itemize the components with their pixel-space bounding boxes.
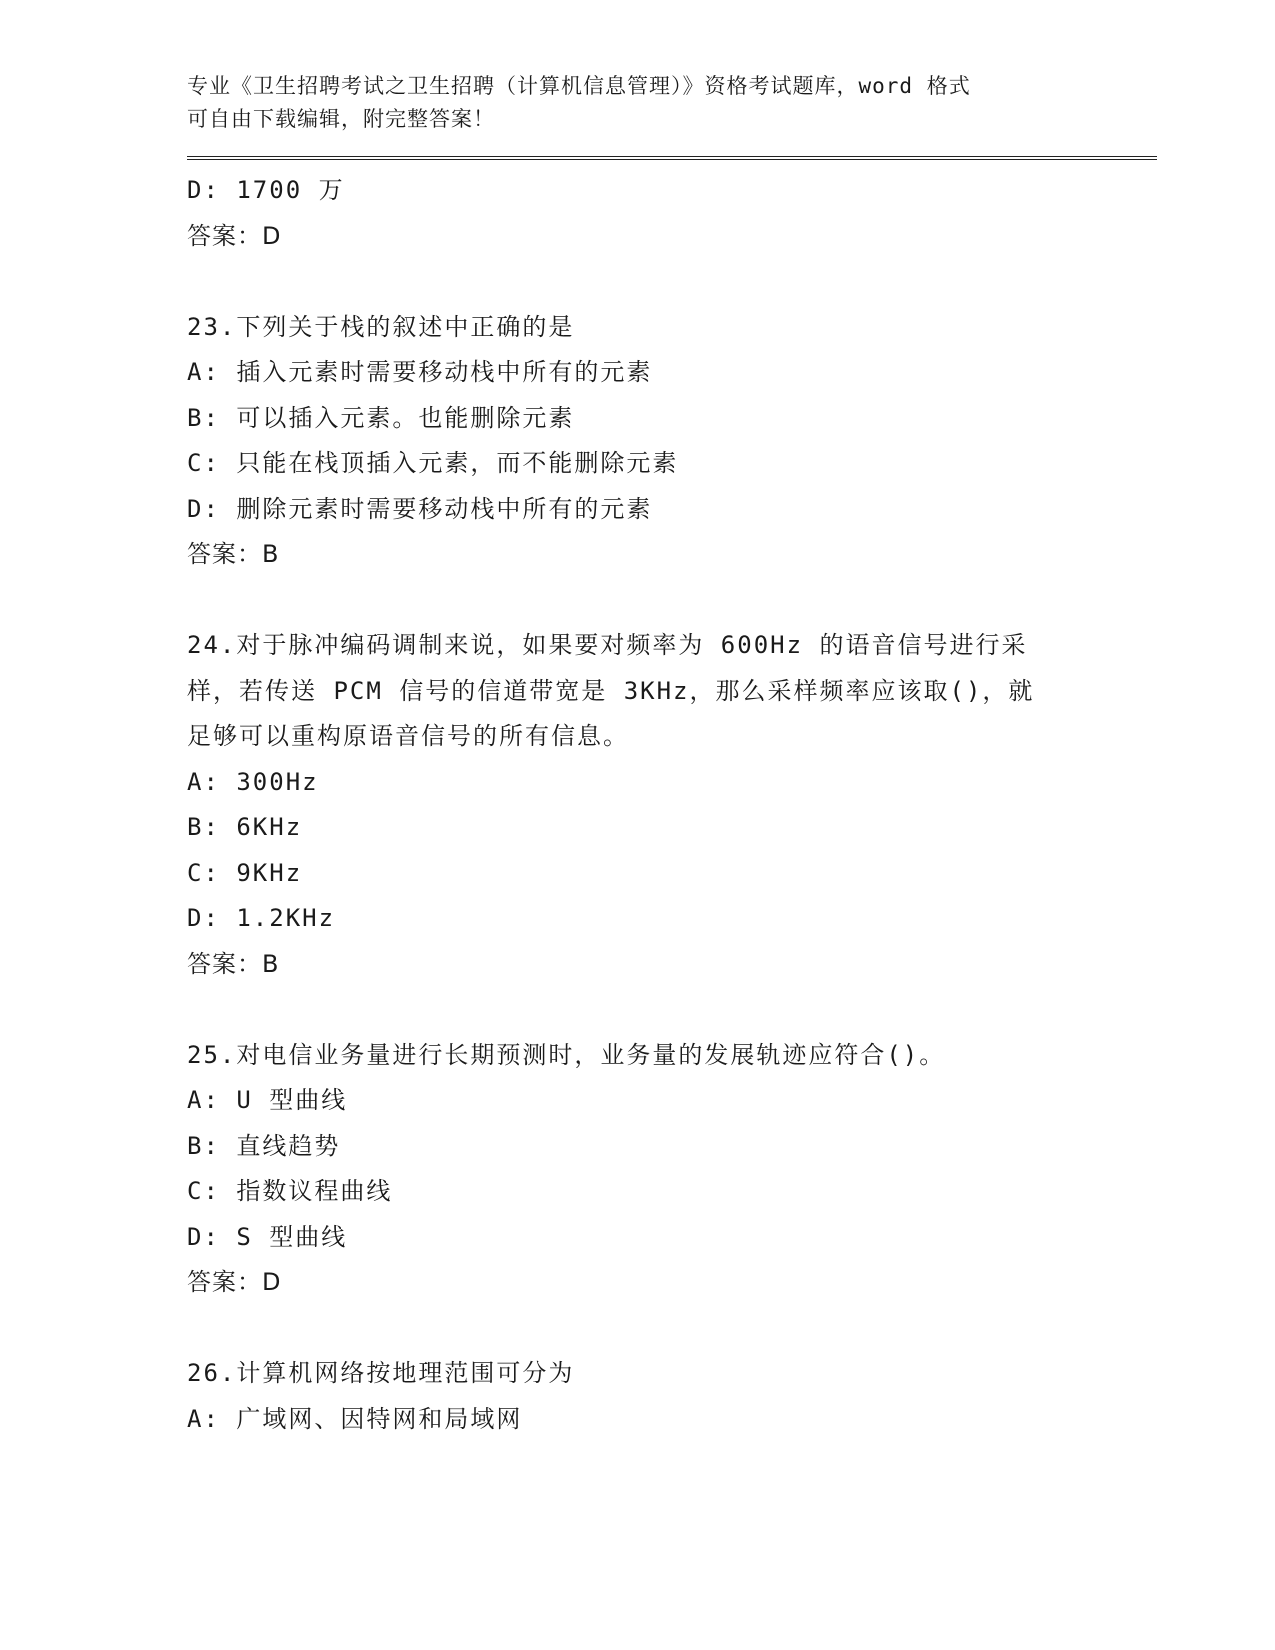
option-a: A: 广域网、因特网和局域网: [187, 1404, 523, 1433]
question-23: [187, 305, 1157, 578]
answer-line: 答案：D: [187, 221, 282, 250]
question-25: [187, 1033, 1157, 1306]
option-d: D: 1.2KHz: [187, 904, 336, 932]
question-text: 26.计算机网络按地理范围可分为: [187, 1359, 575, 1387]
option-a: A: 300Hz: [187, 767, 319, 796]
question-24: [187, 623, 1157, 987]
option-d: D: 1700 万: [187, 176, 345, 204]
question-text: 23.下列关于栈的叙述中正确的是: [187, 312, 575, 341]
answer-line: 答案：D: [187, 1268, 282, 1296]
document-page: [187, 70, 1157, 1442]
answer-line: 答案：B: [187, 949, 280, 978]
option-a: A: U 型曲线: [187, 1086, 348, 1114]
answer-line: 答案：B: [187, 540, 280, 568]
option-b: B: 可以插入元素。也能删除元素: [187, 403, 575, 432]
option-c: C: 只能在栈顶插入元素，而不能删除元素: [187, 449, 679, 477]
option-c: C: 指数议程曲线: [187, 1177, 393, 1205]
option-b: B: 6KHz: [187, 813, 303, 841]
question-list: [187, 168, 1157, 1442]
question-text-line-1: 24.对于脉冲编码调制来说，如果要对频率为 600Hz 的语音信号进行采: [187, 631, 1028, 659]
option-a: A: 插入元素时需要移动栈中所有的元素: [187, 358, 653, 386]
question-26: [187, 1351, 1157, 1442]
question-text: 25.对电信业务量进行长期预测时，业务量的发展轨迹应符合()。: [187, 1040, 946, 1069]
document-header: [187, 70, 1067, 136]
header-line-2: 可自由下载编辑，附完整答案！: [187, 107, 495, 131]
header-divider: [187, 156, 1157, 160]
previous-question-tail: [187, 168, 1157, 259]
option-d: D: S 型曲线: [187, 1222, 348, 1251]
option-d: D: 删除元素时需要移动栈中所有的元素: [187, 494, 653, 523]
header-line-1: 专业《卫生招聘考试之卫生招聘（计算机信息管理）》资格考试题库，word 格式: [187, 74, 971, 98]
option-c: C: 9KHz: [187, 858, 303, 887]
question-text-line-3: 足够可以重构原语音信号的所有信息。: [187, 722, 629, 750]
option-b: B: 直线趋势: [187, 1131, 341, 1160]
question-text-line-2: 样，若传送 PCM 信号的信道带宽是 3KHz，那么采样频率应该取()，就: [187, 676, 1035, 705]
